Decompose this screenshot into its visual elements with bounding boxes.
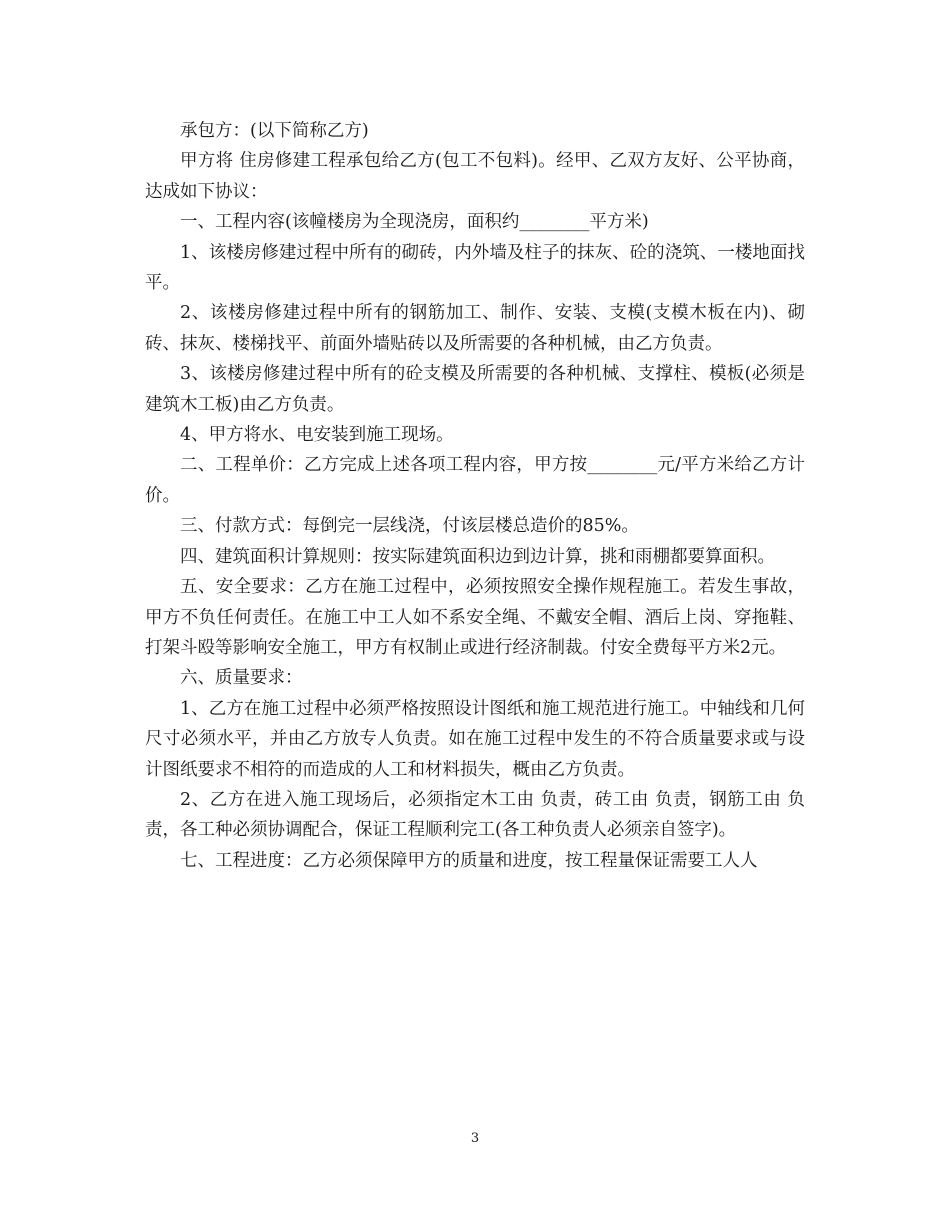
paragraph-section-1: 一、工程内容(该幢楼房为全现浇房，面积约________平方米) [180, 212, 649, 233]
paragraph-contractor: 承包方：(以下简称乙方) [180, 121, 369, 141]
paragraph-intro: 甲方将 住房修建工程承包给乙方(包工不包料)。经甲、乙双方友好、公平协商，达成如下协议： [145, 151, 805, 202]
paragraph-item-6-2: 2、乙方在进入施工现场后，必须指定木工由 负责，砖工由 负责，钢筋工由 负责，各工种必须协调配合，保证工程顺利完工(各工种负责人必须亲自签字)。 [145, 789, 805, 841]
paragraph-section-5: 五、安全要求：乙方在施工过程中，必须按照安全操作规程施工。若发生事故，甲方不负任何责任。在施工中工人如不系安全绳、不戴安全帽、酒后上岗、穿拖鞋、打架斗殴等影响安全施工，甲方有权制止或进行经济制裁。付安全费每平方米2元。 [145, 577, 805, 658]
paragraph-section-3: 三、付款方式：每倒完一层线浇，付该层楼总造价的85%。 [180, 516, 639, 537]
paragraph-item-6-1: 1、乙方在施工过程中必须严格按照设计图纸和施工规范进行施工。中轴线和几何尺寸必须水平，并由乙方放专人负责。如在施工过程中发生的不符合质量要求或与设计图纸要求不相符的而造成的人工和材料损失，概由乙方负责。 [145, 698, 805, 780]
paragraph-section-7: 七、工程进度：乙方必须保障甲方的质量和进度，按工程量保证需要工人人 [180, 850, 758, 871]
paragraph-section-2: 二、工程单价：乙方完成上述各项工程内容，甲方按________元/平方米给乙方计价。 [145, 455, 805, 506]
paragraph-item-1-3: 3、该楼房修建过程中所有的砼支模及所需要的各种机械、支撑柱、模板(必须是建筑木工板)由乙方负责。 [145, 364, 805, 415]
document-body [145, 116, 805, 876]
page-number: 3 [470, 1131, 480, 1146]
paragraph-item-1-2: 2、该楼房修建过程中所有的钢筋加工、制作、安装、支模(支模木板在内)、砌砖、抹灰、楼梯找平、前面外墙贴砖以及所需要的各种机械，由乙方负责。 [145, 303, 805, 354]
paragraph-item-1-1: 1、该楼房修建过程中所有的砌砖，内外墙及柱子的抹灰、砼的浇筑、一楼地面找平。 [145, 242, 805, 294]
paragraph-section-6: 六、质量要求： [180, 668, 303, 689]
paragraph-item-1-4: 4、甲方将水、电安装到施工现场。 [180, 425, 454, 446]
paragraph-section-4: 四、建筑面积计算规则：按实际建筑面积边到边计算，挑和雨棚都要算面积。 [180, 546, 775, 567]
